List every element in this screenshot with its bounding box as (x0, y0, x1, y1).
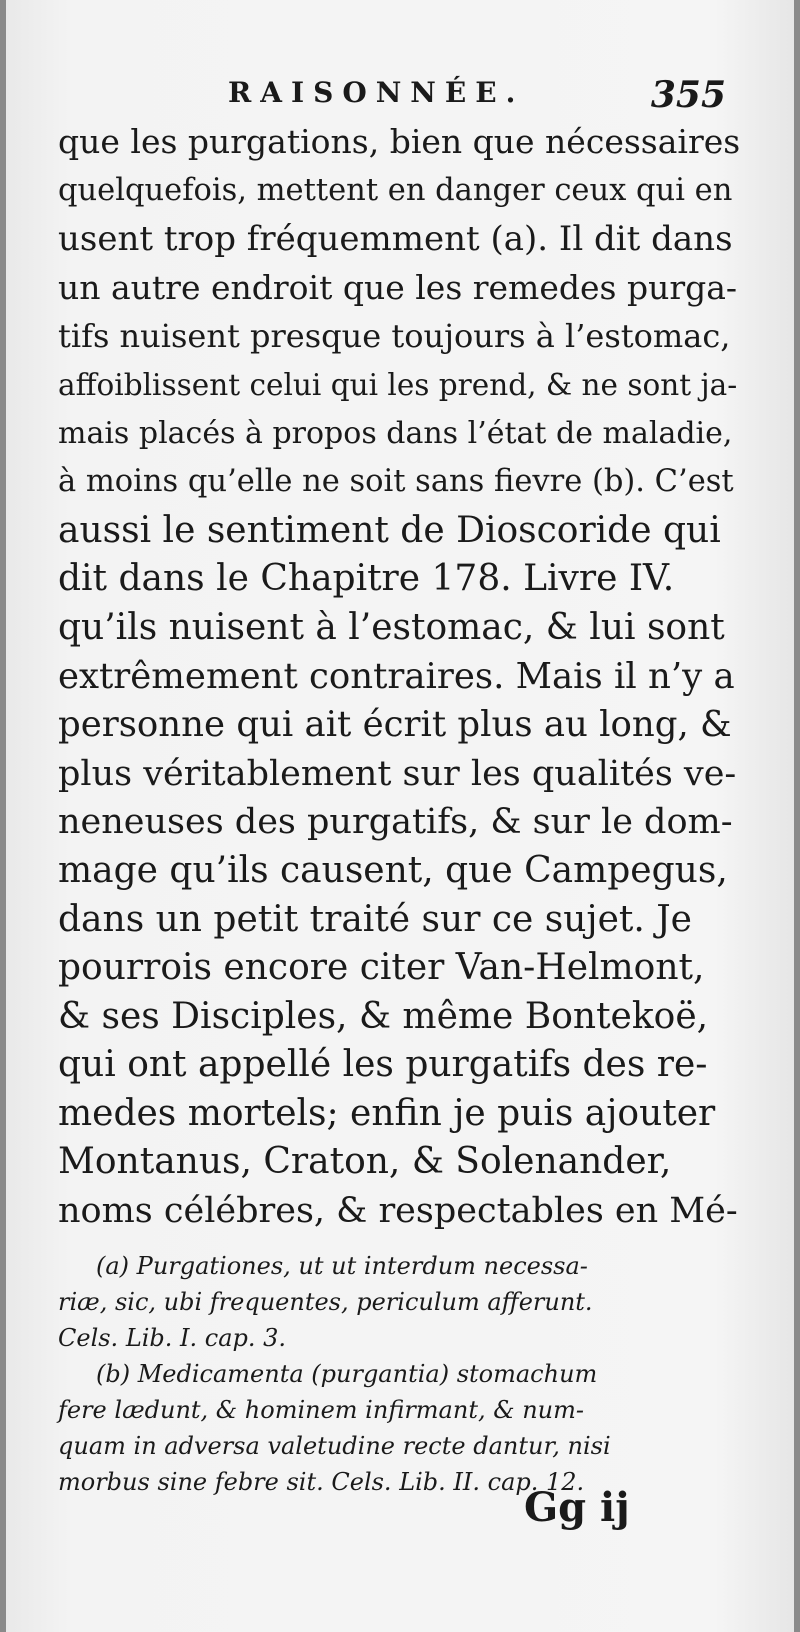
text-line: un autre endroit que les remedes purga- (58, 267, 738, 307)
text-line: plus véritablement sur les qualités ve- (58, 753, 737, 794)
text-line: extrêmement contraires. Mais il n’y a (58, 655, 735, 697)
footnote-a-line: riæ, sic, ubi frequentes, periculum afferunt. (58, 1288, 593, 1316)
text-line: medes mortels; enfin je puis ajouter (58, 1092, 716, 1134)
footnote-a-line: (a) Purgationes, ut ut interdum necessa- (96, 1252, 588, 1280)
footnote-b-line: fere lædunt, & hominem infirmant, & num- (58, 1396, 584, 1424)
body-text (58, 118, 740, 1236)
text-line: qui ont appellé les purgatifs des re- (58, 1044, 708, 1086)
text-line: qu’ils nuisent à l’estomac, & lui sont (58, 606, 725, 648)
text-line: que les purgations, bien que nécessaires (58, 122, 741, 161)
text-line: & ses Disciples, & même Bontekoë, (58, 995, 709, 1037)
text-line: dans un petit traité sur ce sujet. Je (58, 898, 692, 940)
text-line: personne qui ait écrit plus au long, & (58, 704, 732, 746)
text-line: pourrois encore citer Van-Helmont, (58, 947, 705, 989)
text-line: quelquefois, mettent en danger ceux qui en (58, 172, 733, 208)
text-line: noms célébres, & respectables en Mé- (58, 1191, 738, 1232)
page-number: 355 (650, 74, 726, 116)
text-line: Montanus, Craton, & Solenander, (58, 1141, 672, 1183)
text-line: neneuses des purgatifs, & sur le dom- (58, 802, 733, 843)
text-line: usent trop fréquemment (a). Il dit dans (58, 219, 733, 260)
text-line: mais placés à propos dans l’état de maladie, (58, 415, 733, 451)
book-page (6, 0, 794, 1632)
footnote-b-line: morbus sine febre sit. Cels. Lib. II. cap. 12. (58, 1468, 585, 1496)
footnote-b-line: quam in adversa valetudine recte dantur, nisi (58, 1432, 611, 1460)
footnote-a-line: Cels. Lib. I. cap. 3. (58, 1324, 287, 1352)
running-head: RAISONNÉE. (228, 76, 525, 109)
text-line: mage qu’ils causent, que Campegus, (58, 849, 728, 891)
page-header (6, 74, 794, 114)
text-line: à moins qu’elle ne soit sans fievre (b). C’est (58, 464, 734, 500)
footnote-b-line: (b) Medicamenta (purgantia) stomachum (96, 1360, 598, 1388)
text-line: aussi le sentiment de Dioscoride qui (58, 509, 721, 551)
text-line: tifs nuisent presque toujours à l’estomac, (58, 317, 731, 356)
text-line: affoiblissent celui qui les prend, & ne sont ja- (58, 367, 738, 402)
footnotes (58, 1248, 740, 1500)
signature-mark: Gg ij (524, 1484, 630, 1531)
text-line: dit dans le Chapitre 178. Livre IV. (58, 558, 675, 600)
